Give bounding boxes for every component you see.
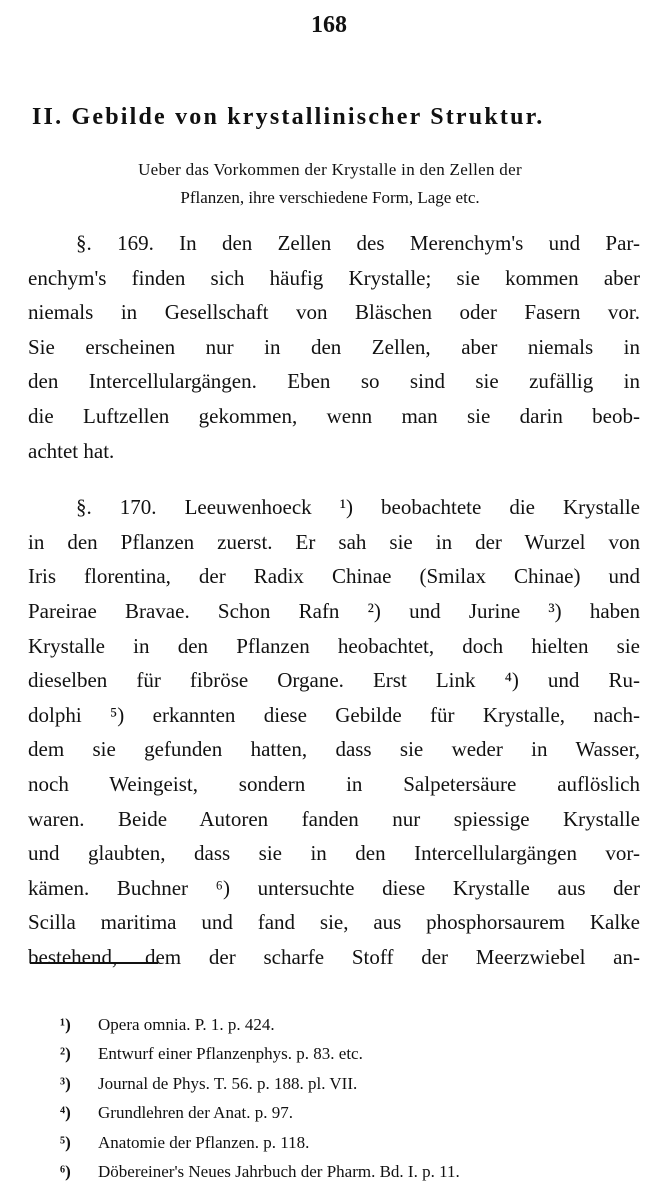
body-text (28, 226, 640, 974)
paragraph-169 (28, 226, 640, 468)
footnote-text: Anatomie der Pflanzen. p. 118. (98, 1132, 310, 1152)
text-line: dieselben für fibröse Organe. Erst Link ⁴) und Ru- (28, 668, 640, 693)
footnotes (60, 1010, 650, 1186)
footnote-mark: ¹) (60, 1015, 71, 1034)
footnote-mark: ⁴) (60, 1103, 71, 1123)
text-line: den Intercellulargängen. Eben so sind sie zufällig in (28, 369, 640, 394)
text-line: und glaubten, dass sie in den Intercellulargängen vor- (28, 841, 640, 866)
section-subtitle-line-2: Pflanzen, ihre verschiedene Form, Lage etc. (180, 188, 480, 207)
footnote-text: Döbereiner's Neues Jahrbuch der Pharm. Bd. I. p. 11. (98, 1161, 460, 1181)
text-line: Sie erscheinen nur in den Zellen, aber niemals in (28, 334, 640, 359)
footnote-mark: ³) (60, 1073, 71, 1093)
paragraph-170 (28, 490, 640, 974)
footnote (60, 1157, 650, 1186)
footnote-mark: ²) (60, 1044, 71, 1064)
section-subtitle-line-1: Ueber das Vorkommen der Krystalle in den Zellen der (138, 160, 522, 179)
footnote (60, 1128, 650, 1157)
footnote-mark: ⁶) (60, 1161, 71, 1181)
text-line: Scilla maritima und fand sie, aus phosphorsaurem Kalke (28, 910, 640, 935)
text-line: waren. Beide Autoren fanden nur spiessige Krystalle (28, 806, 640, 831)
text-line: §. 169. In den Zellen des Merenchym's und Par- (76, 231, 640, 255)
text-line: die Luftzellen gekommen, wenn man sie darin beob- (28, 403, 640, 428)
footnote-text: Entwurf einer Pflanzenphys. p. 83. etc. (98, 1044, 363, 1064)
text-line: in den Pflanzen zuerst. Er sah sie in der Wurzel von (28, 529, 640, 554)
text-line: niemals in Gesellschaft von Bläschen oder Fasern vor. (28, 300, 640, 325)
page-number: 168 (311, 12, 347, 38)
text-line: dem sie gefunden hatten, dass sie weder in Wasser, (28, 737, 640, 762)
footnote-text: Opera omnia. P. 1. p. 424. (98, 1015, 275, 1034)
footnote (60, 1039, 650, 1068)
footnote (60, 1098, 650, 1127)
text-line: noch Weingeist, sondern in Salpetersäure auflöslich (28, 771, 640, 796)
text-line: Krystalle in den Pflanzen heobachtet, doch hielten sie (28, 633, 640, 658)
footnote (60, 1010, 650, 1039)
text-line: bestehend, dem der scharfe Stoff der Meerzwiebel an- (28, 944, 640, 969)
footnote-text: Journal de Phys. T. 56. p. 188. pl. VII. (98, 1073, 358, 1093)
footnote-text: Grundlehren der Anat. p. 97. (98, 1103, 293, 1123)
text-line: kämen. Buchner ⁶) untersuchte diese Krystalle aus der (28, 875, 640, 900)
text-line: Pareirae Bravae. Schon Rafn ²) und Jurine ³) haben (28, 598, 640, 623)
text-line: enchym's finden sich häufig Krystalle; sie kommen aber (28, 265, 640, 290)
text-line: §. 170. Leeuwenhoeck ¹) beobachtete die Krystalle (76, 495, 640, 520)
text-line: dolphi ⁵) erkannten diese Gebilde für Krystalle, nach- (28, 702, 640, 727)
text-line: Iris florentina, der Radix Chinae (Smilax Chinae) und (28, 564, 640, 589)
footnote (60, 1069, 650, 1098)
section-heading: II. Gebilde von krystallinischer Struktur. (32, 104, 545, 130)
text-line: achtet hat. (28, 438, 115, 463)
footnote-mark: ⁵) (60, 1132, 71, 1152)
footnote-separator (30, 962, 158, 964)
